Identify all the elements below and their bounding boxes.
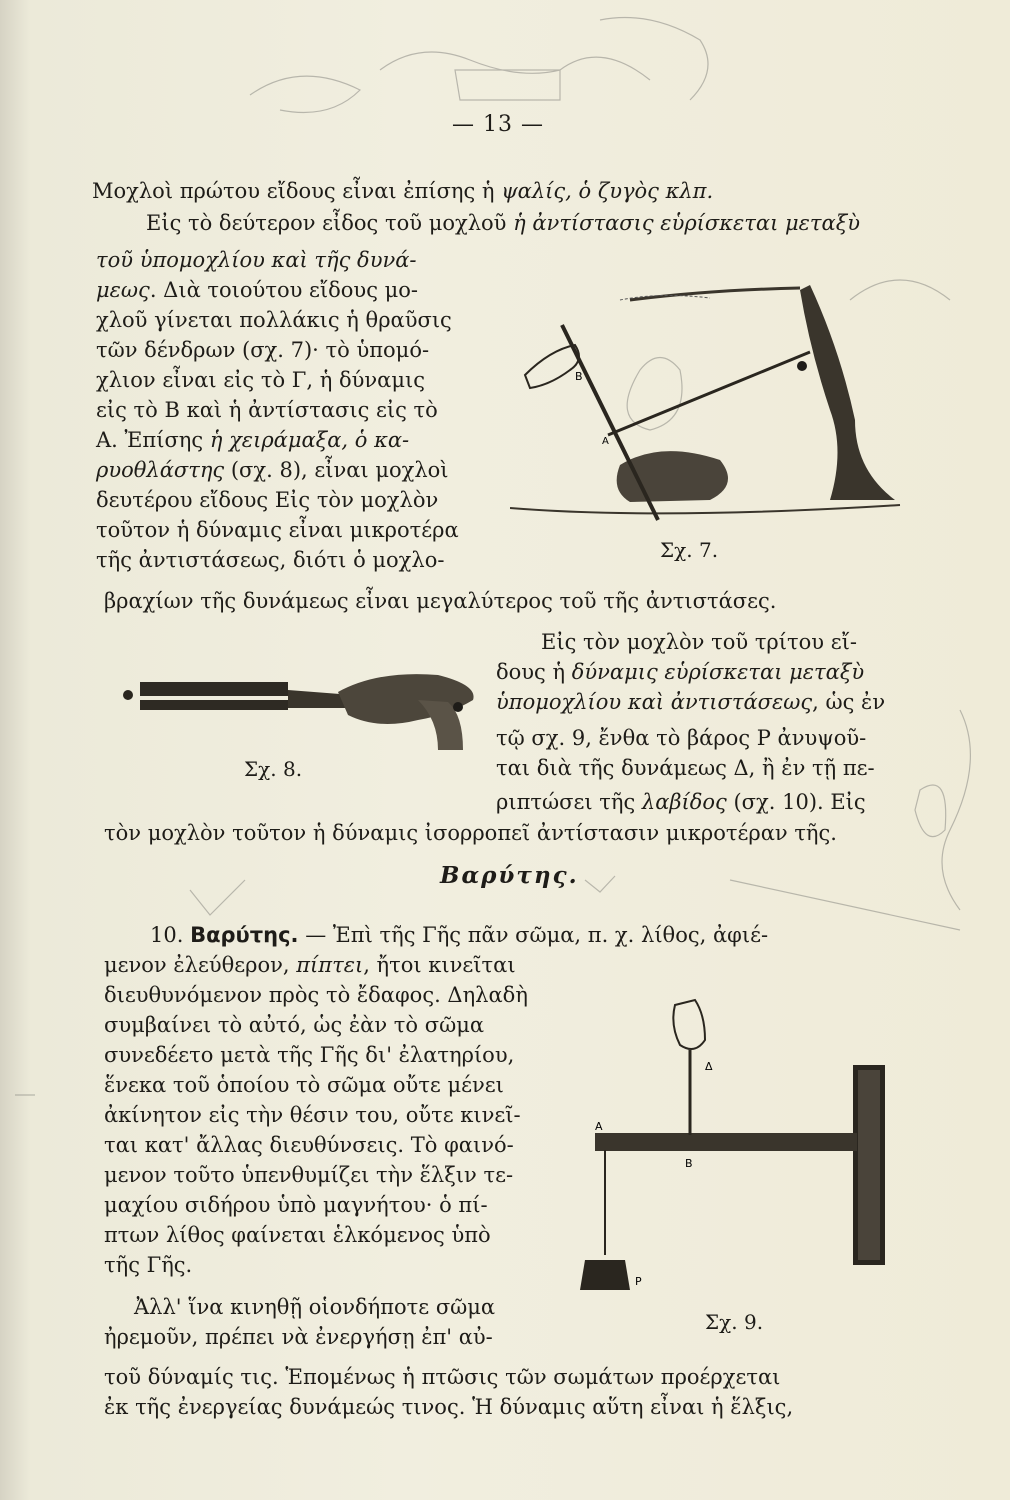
text-line: διευθυνόμενον πρὸς τὸ ἔδαφος. Δηλαδὴ [104, 983, 528, 1007]
text-line: τῷ σχ. 9, ἔνθα τὸ βάρος Ρ ἀνυψοῦ- [496, 726, 867, 750]
text-line: ται κατ' ἄλλας διευθύνσεις. Τὸ φαινό- [104, 1133, 514, 1157]
text-line: βραχίων τῆς δυνάμεως εἶναι μεγαλύτερος τοῦ τῆς ἀντιστάσες. [104, 589, 777, 613]
svg-text:Δ: Δ [705, 1060, 713, 1073]
text-line: συνεδέετο μετὰ τῆς Γῆς δι' ἐλατηρίου, [104, 1043, 515, 1067]
text-line: εἰς τὸ Β καὶ ἡ ἀντίστασις εἰς τὸ [96, 398, 438, 422]
text-line: τοῦτον ἡ δύναμις εἶναι μικροτέρα [96, 518, 459, 542]
text-line: τῆς Γῆς. [104, 1253, 193, 1277]
svg-text:A: A [602, 436, 609, 447]
text-line: μενον ἐλεύθερον, πίπτει, ἤτοι κινεῖται [104, 953, 516, 977]
text-line: δευτέρου εἴδους Εἰς τὸν μοχλὸν [96, 488, 439, 512]
text-line: συμβαίνει τὸ αὐτό, ὡς ἐὰν τὸ σῶμα [104, 1013, 485, 1037]
text-line: Μοχλοὶ πρώτου εἴδους εἶναι ἐπίσης ἡ ψαλίς, ὁ ζυγὸς κλπ. [92, 179, 714, 203]
text-line: τοῦ ὑπομοχλίου καὶ τῆς δυνά- [96, 248, 417, 272]
text-line: δους ἡ δύναμις εὑρίσκεται μεταξὺ [496, 660, 865, 684]
text-line: ἠρεμοῦν, πρέπει νὰ ἐνεργήσῃ ἐπ' αὐ- [104, 1325, 493, 1349]
text-line: Α. Ἐπίσης ἡ χειράμαξα, ὁ κα- [96, 428, 410, 452]
figure-7-lever-tree [510, 270, 905, 540]
text-line: μενον τοῦτο ὑπενθυμίζει τὴν ἕλξιν τε- [104, 1163, 514, 1187]
text-line: χλοῦ γίνεται πολλάκις ἡ θραῦσις [96, 308, 452, 332]
text-line: Εἰς τὸν μοχλὸν τοῦ τρίτου εἴ- [541, 630, 857, 654]
text-line: ρυοθλάστης (σχ. 8), εἶναι μοχλοὶ [96, 458, 449, 482]
section-heading: Βαρύτης. [440, 862, 579, 889]
svg-text:P: P [635, 1275, 642, 1288]
text-line: ἐκ τῆς ἐνεργείας δυνάμεώς τινος. Ἡ δύναμις αὕτη εἶναι ἡ ἕλξις, [104, 1395, 794, 1419]
text-line: μεως. Διὰ τοιούτου εἴδους μο- [96, 278, 419, 302]
text-line: τῶν δένδρων (σχ. 7)· τὸ ὑπομό- [96, 338, 430, 362]
figure-9-lever-wall [575, 985, 895, 1295]
figure-7-caption: Σχ. 7. [660, 538, 719, 562]
figure-8-caption: Σχ. 8. [244, 757, 303, 781]
text-line: 10. Βαρύτης. — Ἐπὶ τῆς Γῆς πᾶν σῶμα, π. χ. λίθος, ἀφιέ- [150, 923, 769, 947]
figure-8-nutcracker [118, 660, 480, 755]
text-line: πτων λίθος φαίνεται ἑλκόμενος ὑπὸ [104, 1223, 491, 1247]
text-line: τὸν μοχλὸν τοῦτον ἡ δύναμις ἰσορροπεῖ ἀντίστασιν μικροτέραν τῆς. [104, 821, 837, 845]
figure-9-caption: Σχ. 9. [705, 1310, 764, 1334]
text-line: ἕνεκα τοῦ ὁποίου τὸ σῶμα οὔτε μένει [104, 1073, 504, 1097]
svg-text:B: B [575, 370, 583, 383]
svg-text:B: B [685, 1157, 693, 1170]
svg-text:A: A [595, 1120, 603, 1133]
text-line: χλιον εἶναι εἰς τὸ Γ, ἡ δύναμις [96, 368, 425, 392]
text-line: Ἀλλ' ἵνα κινηθῇ οἱονδήποτε σῶμα [134, 1295, 496, 1319]
page-number: — 13 — [452, 112, 544, 137]
text-line: ὑπομοχλίου καὶ ἀντιστάσεως, ὡς ἐν [496, 690, 886, 714]
text-line: ριπτώσει τῆς λαβίδος (σχ. 10). Εἰς [496, 790, 866, 814]
text-line: τῆς ἀντιστάσεως, διότι ὁ μοχλο- [96, 548, 445, 572]
text-line: μαχίου σιδήρου ὑπὸ μαγνήτου· ὁ πί- [104, 1193, 488, 1217]
text-line: ἀκίνητον εἰς τὴν θέσιν του, οὔτε κινεῖ- [104, 1103, 521, 1127]
text-line: τοῦ δύναμίς τις. Ἑπομένως ἡ πτῶσις τῶν σωμάτων προέρχεται [104, 1365, 781, 1389]
text-line: Εἰς τὸ δεύτερον εἶδος τοῦ μοχλοῦ ἡ ἀντίστασις εὑρίσκεται μεταξὺ [146, 211, 861, 235]
text-line: ται διὰ τῆς δυνάμεως Δ, ἢ ἐν τῇ πε- [496, 756, 875, 780]
